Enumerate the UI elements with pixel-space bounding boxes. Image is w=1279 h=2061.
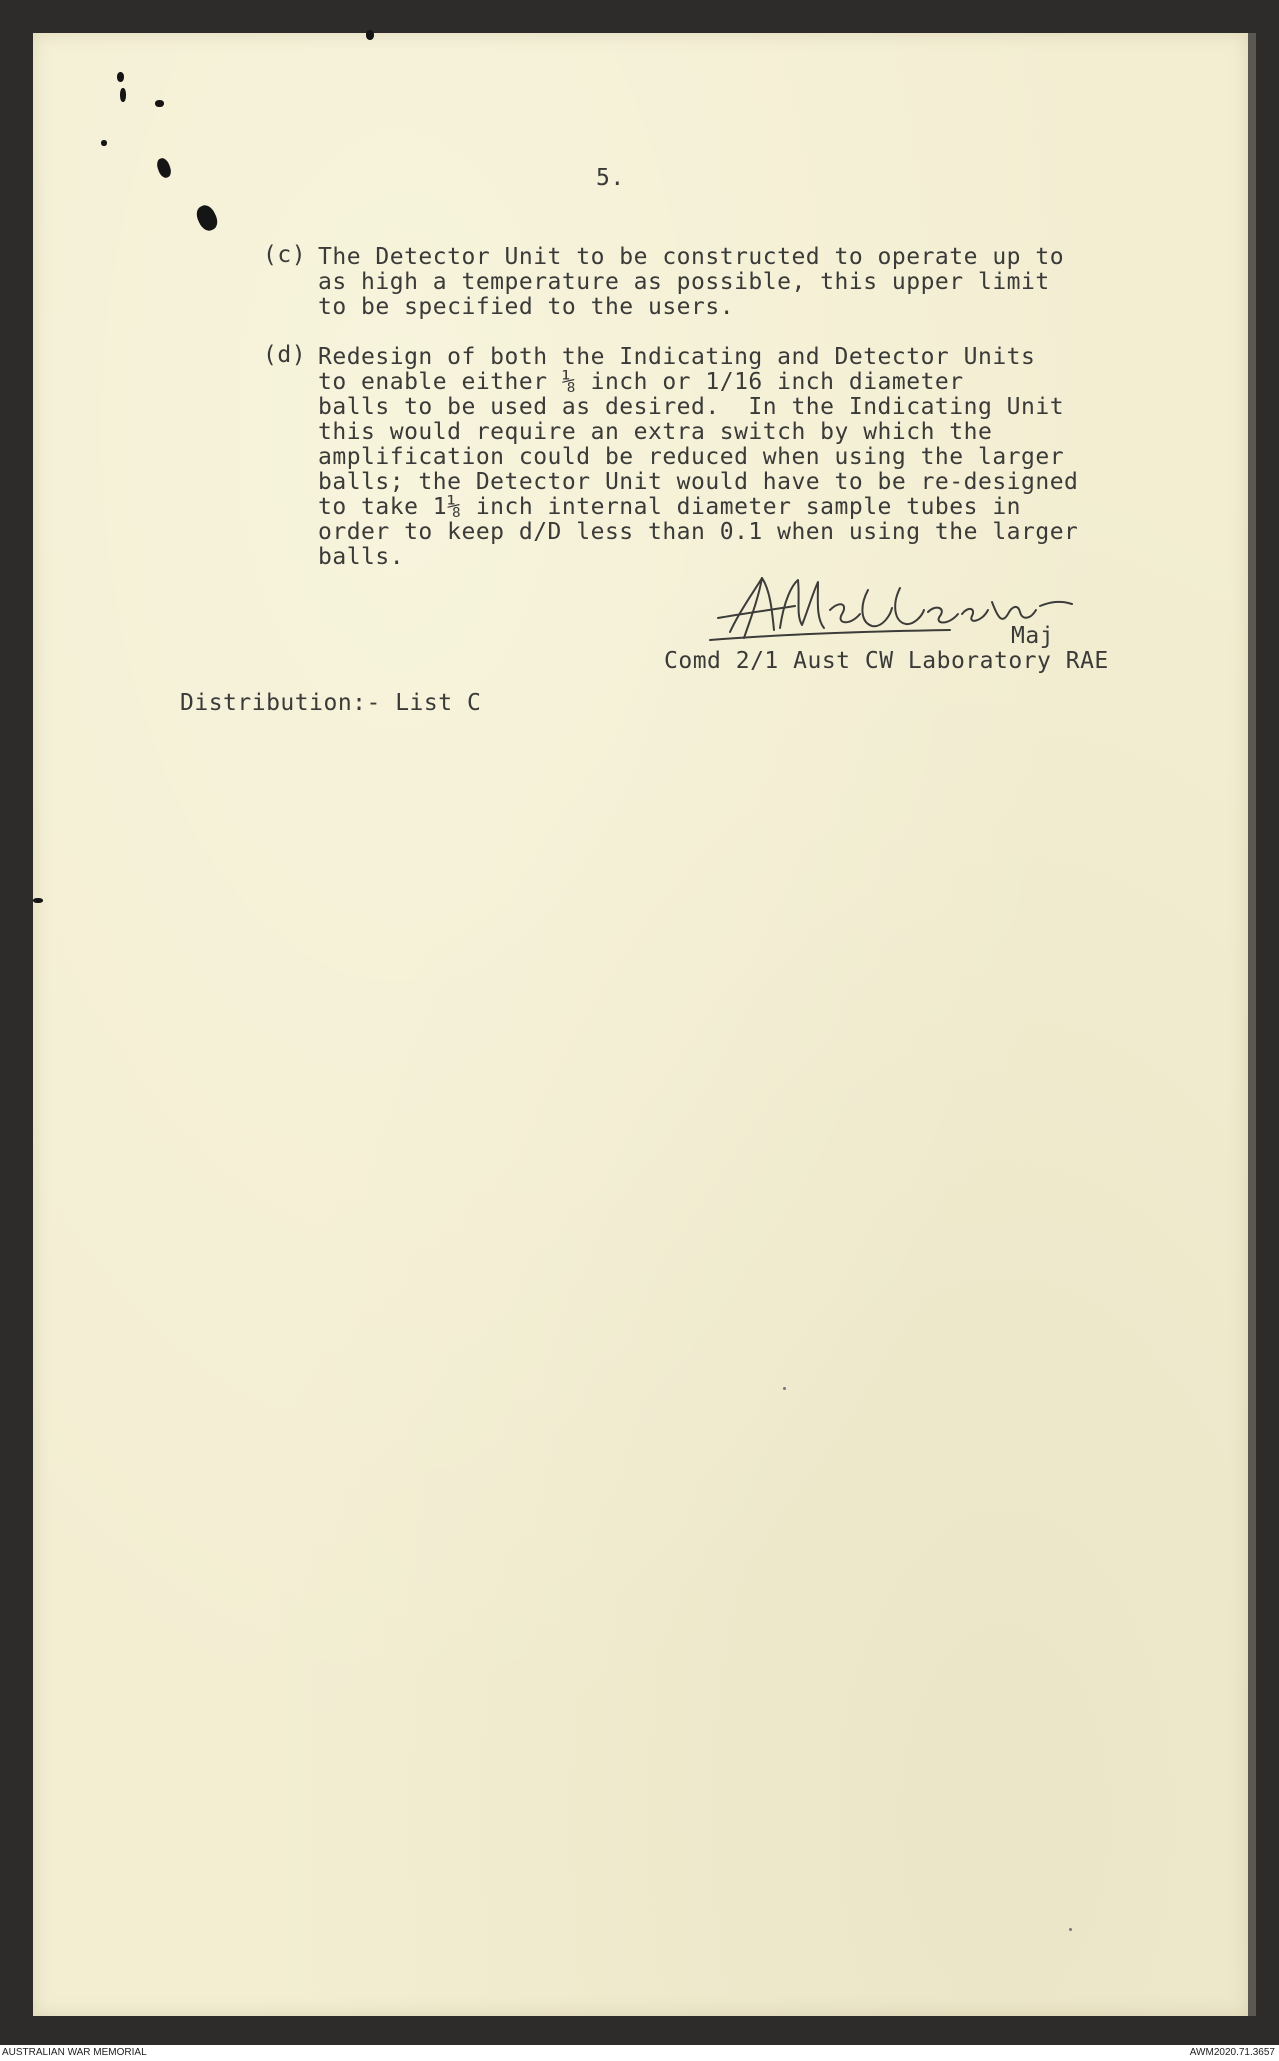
item-d-line: to enable either ⅛ inch or 1/16 inch diameter: [318, 369, 964, 395]
page-number: 5.: [596, 165, 625, 191]
document-page: [33, 33, 1248, 2016]
paper-speck: [1069, 1928, 1072, 1931]
item-d-line: balls to be used as desired. In the Indicating Unit: [318, 394, 1065, 420]
punch-mark: [155, 100, 164, 107]
punch-mark: [120, 88, 126, 102]
punch-mark: [366, 30, 374, 40]
item-d-line: Redesign of both the Indicating and Detector Units: [318, 344, 1036, 370]
signature-title: Comd 2/1 Aust CW Laboratory RAE: [664, 648, 1109, 674]
punch-mark: [101, 140, 107, 146]
footer-accession-number: AWM2020.71.3657: [1189, 2047, 1275, 2058]
item-d-line: amplification could be reduced when using the larger: [318, 444, 1065, 470]
page-edge-shadow: [1248, 33, 1256, 2016]
paper-speck: [783, 1387, 786, 1390]
signature-rank: Maj: [1011, 623, 1055, 649]
punch-mark: [33, 898, 43, 903]
item-c-line: The Detector Unit to be constructed to operate up to: [318, 244, 1065, 270]
item-d-line: this would require an extra switch by which the: [318, 419, 993, 445]
item-d-line: balls; the Detector Unit would have to be re-designed: [318, 469, 1079, 495]
punch-mark: [117, 72, 124, 82]
item-label-d: (d): [263, 342, 307, 368]
item-d-line: balls.: [318, 544, 405, 570]
footer-institution: AUSTRALIAN WAR MEMORIAL: [2, 2047, 147, 2058]
item-c-line: to be specified to the users.: [318, 294, 735, 320]
item-d-line: to take 1⅛ inch internal diameter sample tubes in: [318, 494, 1022, 520]
item-c-line: as high a temperature as possible, this upper limit: [318, 269, 1050, 295]
distribution-line: Distribution:- List C: [180, 690, 482, 716]
item-d-line: order to keep d/D less than 0.1 when using the larger: [318, 519, 1079, 545]
item-label-c: (c): [263, 242, 307, 268]
